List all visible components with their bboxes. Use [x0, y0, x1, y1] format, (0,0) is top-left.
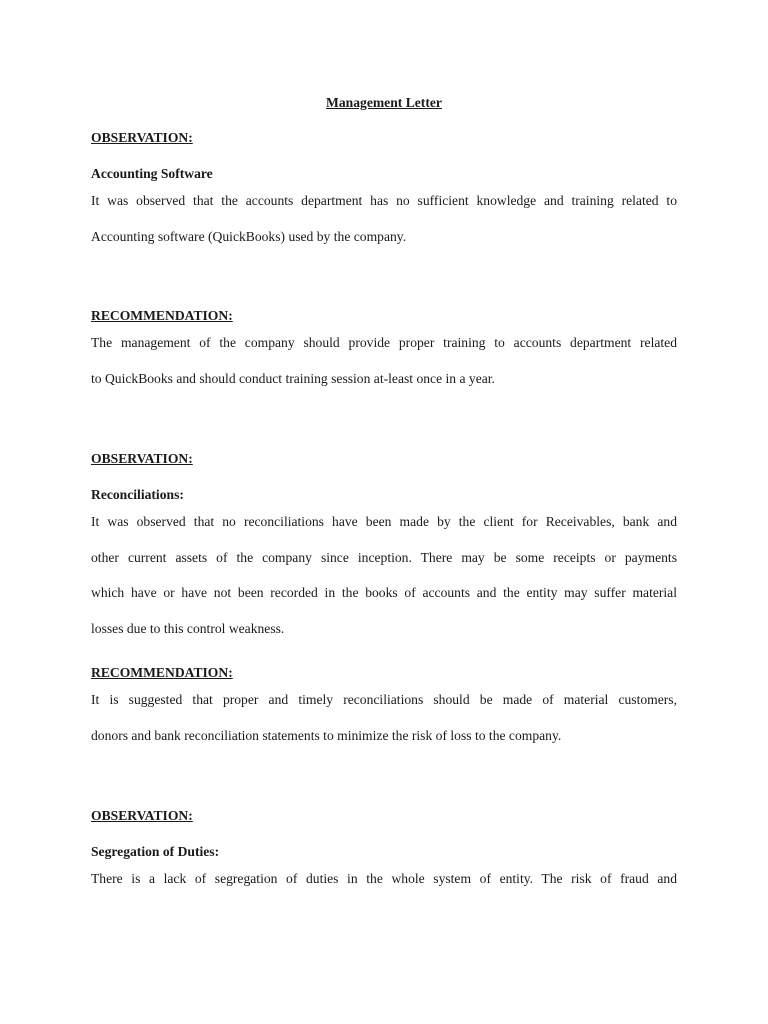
paragraph-line: The management of the company should provide proper training to accounts department related [91, 335, 677, 350]
paragraph-line: which have or have not been recorded in the books of accounts and the entity may suffer material [91, 585, 677, 601]
paragraph-line: There is a lack of segregation of duties in the whole system of entity. The risk of fraud and [91, 871, 677, 886]
section-subheading-segregation-of-duties: Segregation of Duties: [91, 844, 220, 859]
section-subheading-accounting-software: Accounting Software [91, 166, 213, 181]
section-heading-observation-3: OBSERVATION: [91, 808, 193, 823]
section-heading-observation-2: OBSERVATION: [91, 451, 193, 466]
paragraph-line: to QuickBooks and should conduct training session at-least once in a year. [91, 370, 495, 386]
paragraph-line: other current assets of the company since inception. There may be some receipts or payments [91, 549, 677, 565]
paragraph-line: It was observed that no reconciliations have been made by the client for Receivables, bank and [91, 514, 677, 529]
section-heading-recommendation-1: RECOMMENDATION: [91, 308, 233, 323]
paragraph-line: Accounting software (QuickBooks) used by the company. [91, 228, 407, 244]
section-heading-recommendation-2: RECOMMENDATION: [91, 665, 233, 680]
paragraph-line: It was observed that the accounts department has no sufficient knowledge and training related to [91, 193, 677, 208]
paragraph-recommendation-reconciliations [91, 682, 677, 753]
document-title: Management Letter [326, 95, 442, 110]
paragraph-line: losses due to this control weakness. [91, 621, 285, 637]
paragraph-line: donors and bank reconciliation statements to minimize the risk of loss to the company. [91, 727, 562, 743]
section-heading-observation-1: OBSERVATION: [91, 130, 193, 145]
paragraph-reconciliations [91, 504, 677, 647]
paragraph-accounting-software [91, 183, 677, 254]
section-subheading-reconciliations: Reconciliations: [91, 487, 184, 502]
paragraph-recommendation-training [91, 325, 677, 396]
paragraph-segregation-of-duties [91, 861, 677, 897]
paragraph-line: It is suggested that proper and timely reconciliations should be made of material customers, [91, 692, 677, 707]
